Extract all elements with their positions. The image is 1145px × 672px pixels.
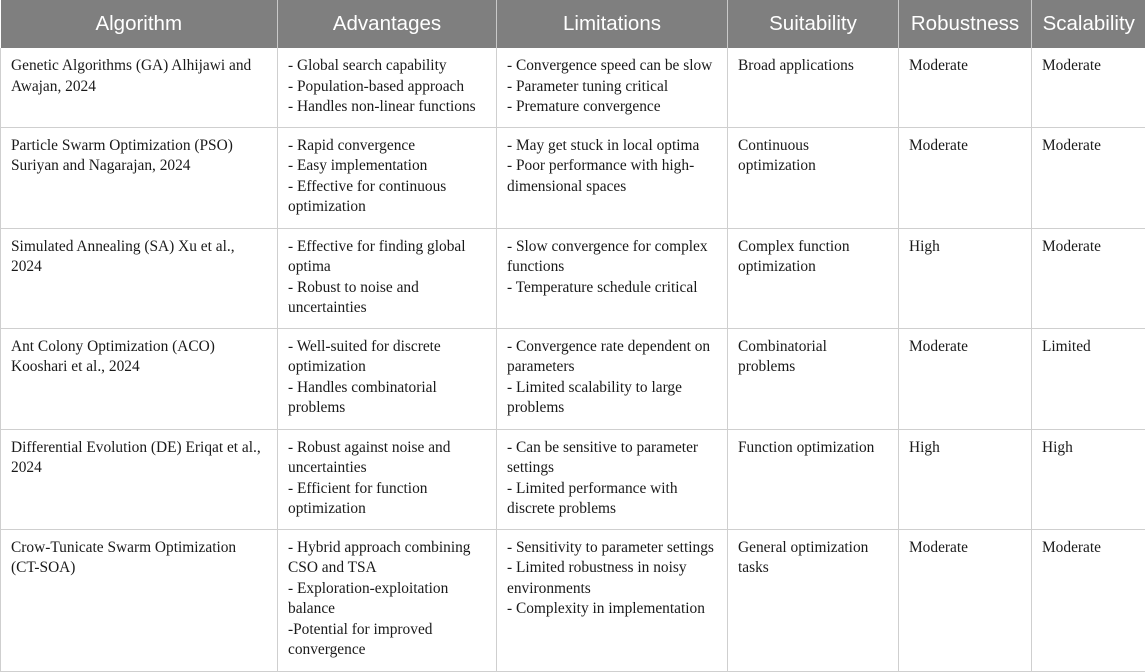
advantage-item: - Effective for continuous optimization bbox=[288, 177, 447, 216]
algorithm-cell: Differential Evolution (DE) Eriqat et al., 2024 bbox=[1, 429, 278, 529]
table-row bbox=[1, 127, 1145, 228]
advantage-item: - Handles non-linear functions bbox=[288, 98, 476, 116]
advantages-cell bbox=[278, 48, 497, 127]
header-robustness: Robustness bbox=[899, 0, 1032, 48]
advantages-cell bbox=[278, 429, 497, 529]
limitation-item: - Slow convergence for complex functions bbox=[507, 237, 708, 276]
suitability-cell: Continuous optimization bbox=[728, 127, 899, 228]
robustness-cell: High bbox=[899, 228, 1032, 328]
advantage-item: - Easy implementation bbox=[288, 157, 428, 175]
robustness-cell: Moderate bbox=[899, 48, 1032, 127]
suitability-cell: Function optimization bbox=[728, 429, 899, 529]
limitations-cell bbox=[497, 127, 728, 228]
table-header bbox=[1, 0, 1145, 48]
limitation-item: - Limited performance with discrete problems bbox=[507, 479, 678, 518]
advantage-item: - Well-suited for discrete optimization bbox=[288, 337, 441, 376]
advantage-item: - Robust against noise and uncertainties bbox=[288, 438, 451, 477]
limitation-item: - Convergence speed can be slow bbox=[507, 57, 713, 74]
table-row bbox=[1, 529, 1145, 671]
robustness-cell: Moderate bbox=[899, 328, 1032, 429]
limitations-cell bbox=[497, 328, 728, 429]
algorithm-cell: Particle Swarm Optimization (PSO) Suriyan and Nagarajan, 2024 bbox=[1, 127, 278, 228]
scalability-cell: Moderate bbox=[1032, 529, 1145, 671]
algorithm-cell: Genetic Algorithms (GA) Alhijawi and Awajan, 2024 bbox=[1, 48, 278, 127]
limitation-item: - Premature convergence bbox=[507, 98, 661, 116]
advantage-item: - Robust to noise and uncertainties bbox=[288, 278, 419, 317]
scalability-cell: High bbox=[1032, 429, 1145, 529]
limitation-item: - Can be sensitive to parameter settings bbox=[507, 438, 699, 477]
table-row bbox=[1, 429, 1145, 529]
advantage-item: - Exploration-exploitation balance bbox=[288, 579, 449, 618]
suitability-cell: General optimization tasks bbox=[728, 529, 899, 671]
limitations-cell bbox=[497, 228, 728, 328]
scalability-cell: Moderate bbox=[1032, 127, 1145, 228]
header-row bbox=[1, 0, 1145, 48]
algorithm-cell: Crow-Tunicate Swarm Optimization (CT-SOA) bbox=[1, 529, 278, 671]
header-suitability: Suitability bbox=[728, 0, 899, 48]
advantage-item: -Potential for improved convergence bbox=[288, 620, 433, 659]
header-advantages: Advantages bbox=[278, 0, 497, 48]
header-scalability: Scalability bbox=[1032, 0, 1145, 48]
advantage-item: - Hybrid approach combining CSO and TSA bbox=[288, 538, 471, 577]
advantage-item: - Handles combinatorial problems bbox=[288, 378, 437, 417]
advantage-item: - Efficient for function optimization bbox=[288, 479, 428, 518]
limitation-item: - Complexity in implementation bbox=[507, 600, 705, 618]
limitation-item: - Poor performance with high-dimensional spaces bbox=[507, 157, 695, 195]
robustness-cell: High bbox=[899, 429, 1032, 529]
advantages-cell bbox=[278, 529, 497, 671]
limitations-cell bbox=[497, 429, 728, 529]
suitability-cell: Complex function optimization bbox=[728, 228, 899, 328]
table-row bbox=[1, 328, 1145, 429]
limitation-item: - Limited scalability to large problems bbox=[507, 378, 682, 417]
scalability-cell: Moderate bbox=[1032, 48, 1145, 127]
advantage-item: - Effective for finding global optima bbox=[288, 237, 466, 276]
scalability-cell: Moderate bbox=[1032, 228, 1145, 328]
advantage-item: - Global search capability bbox=[288, 57, 447, 74]
limitation-item: - Parameter tuning critical bbox=[507, 77, 669, 95]
robustness-cell: Moderate bbox=[899, 127, 1032, 228]
limitations-cell bbox=[497, 48, 728, 127]
table-body bbox=[1, 48, 1145, 671]
header-limitations: Limitations bbox=[497, 0, 728, 48]
suitability-cell: Broad applications bbox=[728, 48, 899, 127]
limitation-item: - Convergence rate dependent on parameters bbox=[507, 337, 711, 376]
algorithm-cell: Ant Colony Optimization (ACO) Kooshari et al., 2024 bbox=[1, 328, 278, 429]
limitation-item: - Limited robustness in noisy environments bbox=[507, 559, 687, 597]
advantage-item: - Rapid convergence bbox=[288, 136, 416, 154]
suitability-cell: Combinatorial problems bbox=[728, 328, 899, 429]
scalability-cell: Limited bbox=[1032, 328, 1145, 429]
advantage-item: - Population-based approach bbox=[288, 77, 465, 95]
table-row bbox=[1, 228, 1145, 328]
advantages-cell bbox=[278, 127, 497, 228]
advantages-cell bbox=[278, 328, 497, 429]
robustness-cell: Moderate bbox=[899, 529, 1032, 671]
limitation-item: - May get stuck in local optima bbox=[507, 136, 700, 154]
limitations-cell bbox=[497, 529, 728, 671]
advantages-cell bbox=[278, 228, 497, 328]
limitation-item: - Sensitivity to parameter settings bbox=[507, 538, 714, 556]
limitation-item: - Temperature schedule critical bbox=[507, 278, 698, 296]
algorithm-cell: Simulated Annealing (SA) Xu et al., 2024 bbox=[1, 228, 278, 328]
header-algorithm: Algorithm bbox=[1, 0, 278, 48]
table-row bbox=[1, 48, 1145, 127]
